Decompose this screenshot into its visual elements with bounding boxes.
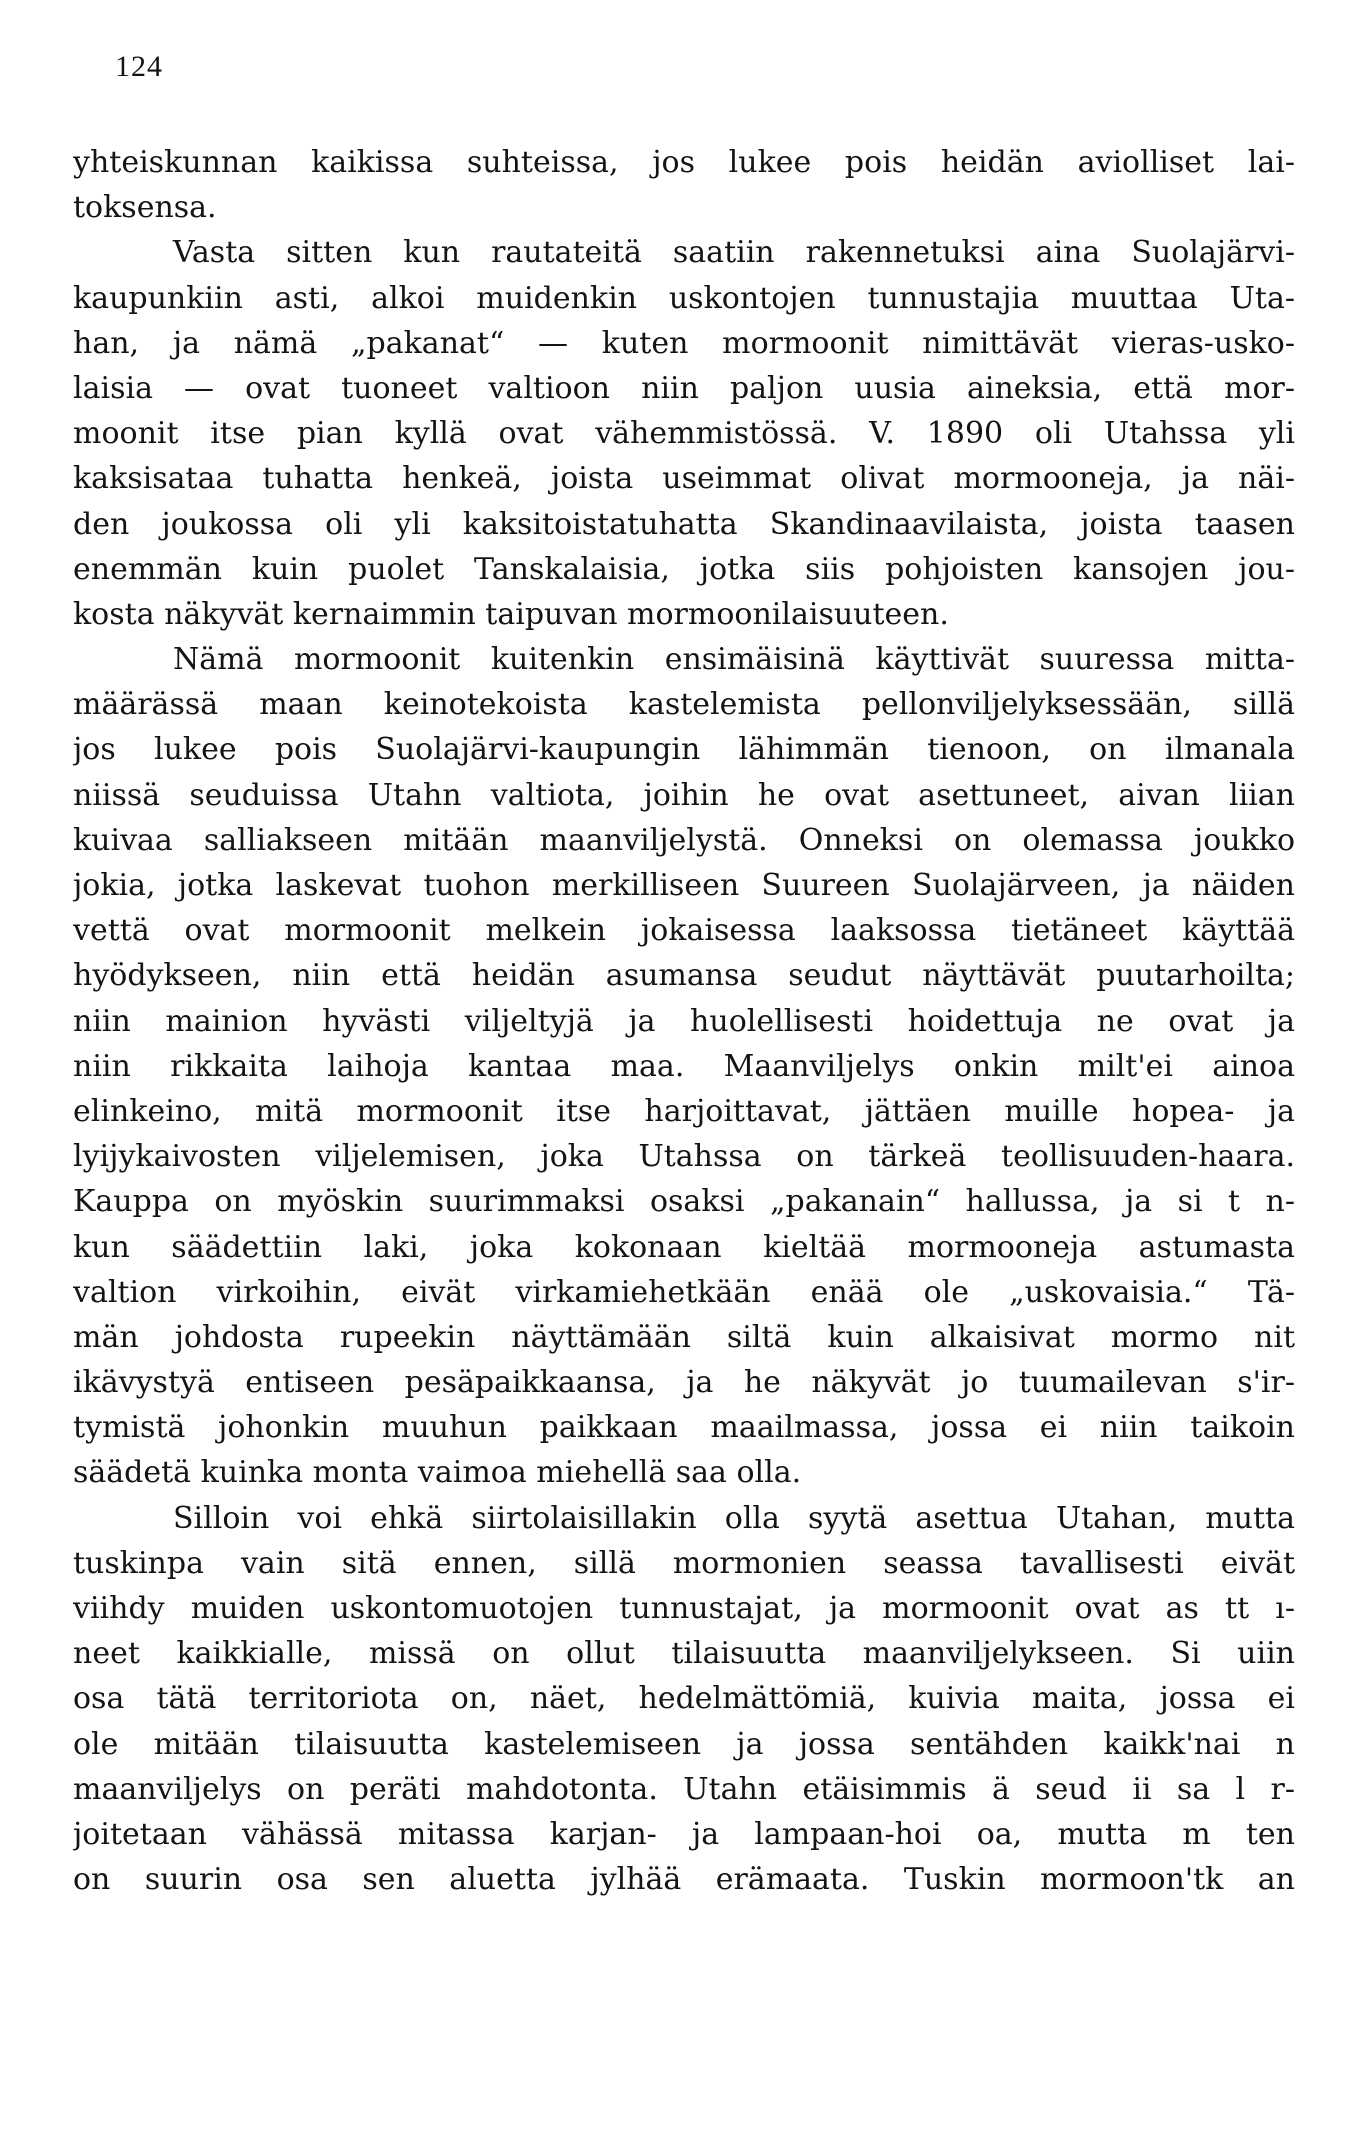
text-line: maanviljelys on peräti mahdotonta. Utahn etäisimmis ä seud ii sa l r- — [73, 1771, 1295, 1807]
text-line: kaksisataa tuhatta henkeä, joista useimmat olivat mormooneja, ja näi- — [73, 461, 1295, 497]
text-line: enemmän kuin puolet Tanskalaisia, jotka siis pohjoisten kansojen jou- — [73, 551, 1295, 587]
text-line: niin rikkaita laihoja kantaa maa. Maanviljelys onkin milt'ei ainoa — [73, 1048, 1295, 1084]
text-line: joitetaan vähässä mitassa karjan- ja lampaan-hoi oa, mutta m ten — [73, 1816, 1295, 1852]
text-line: niin mainion hyvästi viljeltyjä ja huolellisesti hoidettuja ne ovat ja — [73, 1003, 1295, 1039]
page-number: 124 — [115, 50, 163, 83]
text-line: on suurin osa sen aluetta jylhää erämaata. Tuskin mormoon'tk an — [73, 1862, 1295, 1898]
text-line: kun säädettiin laki, joka kokonaan kieltää mormooneja astumasta — [73, 1229, 1295, 1265]
text-line: vettä ovat mormoonit melkein jokaisessa laaksossa tietäneet käyttää — [73, 913, 1295, 949]
body-text — [73, 140, 1295, 1902]
text-line: kuivaa salliakseen mitään maanviljelystä. Onneksi on olemassa joukko — [73, 822, 1295, 858]
text-line: valtion virkoihin, eivät virkamiehetkään enää ole „uskovaisia.“ Tä- — [73, 1274, 1295, 1310]
text-line: jokia, jotka laskevat tuohon merkilliseen Suureen Suolajärveen, ja näiden — [73, 868, 1295, 903]
text-line: tuskinpa vain sitä ennen, sillä mormonien seassa tavallisesti eivät — [73, 1545, 1295, 1581]
text-line: tymistä johonkin muuhun paikkaan maailmassa, jossa ei niin taikoin — [73, 1410, 1295, 1446]
text-line: neet kaikkialle, missä on ollut tilaisuutta maanviljelykseen. Si uiin — [73, 1636, 1295, 1672]
text-line: Vasta sitten kun rautateitä saatiin rakennetuksi aina Suolajärvi- — [173, 235, 1295, 271]
text-line: män johdosta rupeekin näyttämään siltä kuin alkaisivat mormo nit — [73, 1319, 1295, 1355]
text-line: kaupunkiin asti, alkoi muidenkin uskontojen tunnustajia muuttaa Uta- — [73, 280, 1295, 316]
text-line: elinkeino, mitä mormoonit itse harjoittavat, jättäen muille hopea- ja — [73, 1093, 1295, 1129]
text-line: ole mitään tilaisuutta kastelemiseen ja jossa sentähden kaikk'nai n — [73, 1726, 1295, 1762]
text-line: ikävystyä entiseen pesäpaikkaansa, ja he näkyvät jo tuumailevan s'ir- — [73, 1365, 1295, 1401]
text-line: den joukossa oli yli kaksitoistatuhatta Skandinaavilaista, joista taasen — [73, 506, 1295, 542]
text-line: hyödykseen, niin että heidän asumansa seudut näyttävät puutarhoilta; — [73, 958, 1295, 994]
text-line: määrässä maan keinotekoista kastelemista pellonviljelyksessään, sillä — [73, 687, 1295, 723]
text-line: Nämä mormoonit kuitenkin ensimäisinä käyttivät suuressa mitta- — [173, 642, 1295, 678]
text-line: yhteiskunnan kaikissa suhteissa, jos lukee pois heidän aviolliset lai- — [73, 145, 1295, 180]
text-line: Kauppa on myöskin suurimmaksi osaksi „pakanain“ hallussa, ja si t n- — [73, 1184, 1295, 1220]
text-line: niissä seuduissa Utahn valtiota, joihin he ovat asettuneet, aivan liian — [73, 777, 1295, 813]
text-line: toksensa. — [73, 190, 217, 226]
text-line: laisia — ovat tuoneet valtioon niin paljon uusia aineksia, että mor- — [73, 370, 1295, 406]
text-line: moonit itse pian kyllä ovat vähemmistössä. V. 1890 oli Utahssa yli — [73, 416, 1295, 452]
text-line: osa tätä territoriota on, näet, hedelmättömiä, kuivia maita, jossa ei — [73, 1681, 1295, 1717]
text-line: Silloin voi ehkä siirtolaisillakin olla syytä asettua Utahan, mutta — [173, 1500, 1295, 1536]
text-line: säädetä kuinka monta vaimoa miehellä saa olla. — [73, 1455, 802, 1491]
text-line: han, ja nämä „pakanat“ — kuten mormoonit nimittävät vieras-usko- — [73, 325, 1295, 361]
text-line: viihdy muiden uskontomuotojen tunnustajat, ja mormoonit ovat as tt ı- — [73, 1591, 1295, 1626]
text-line: lyijykaivosten viljelemisen, joka Utahssa on tärkeä teollisuuden-haara. — [73, 1139, 1295, 1175]
text-line: jos lukee pois Suolajärvi-kaupungin lähimmän tienoon, on ilmanala — [73, 732, 1295, 768]
text-line: kosta näkyvät kernaimmin taipuvan mormoonilaisuuteen. — [73, 596, 949, 632]
